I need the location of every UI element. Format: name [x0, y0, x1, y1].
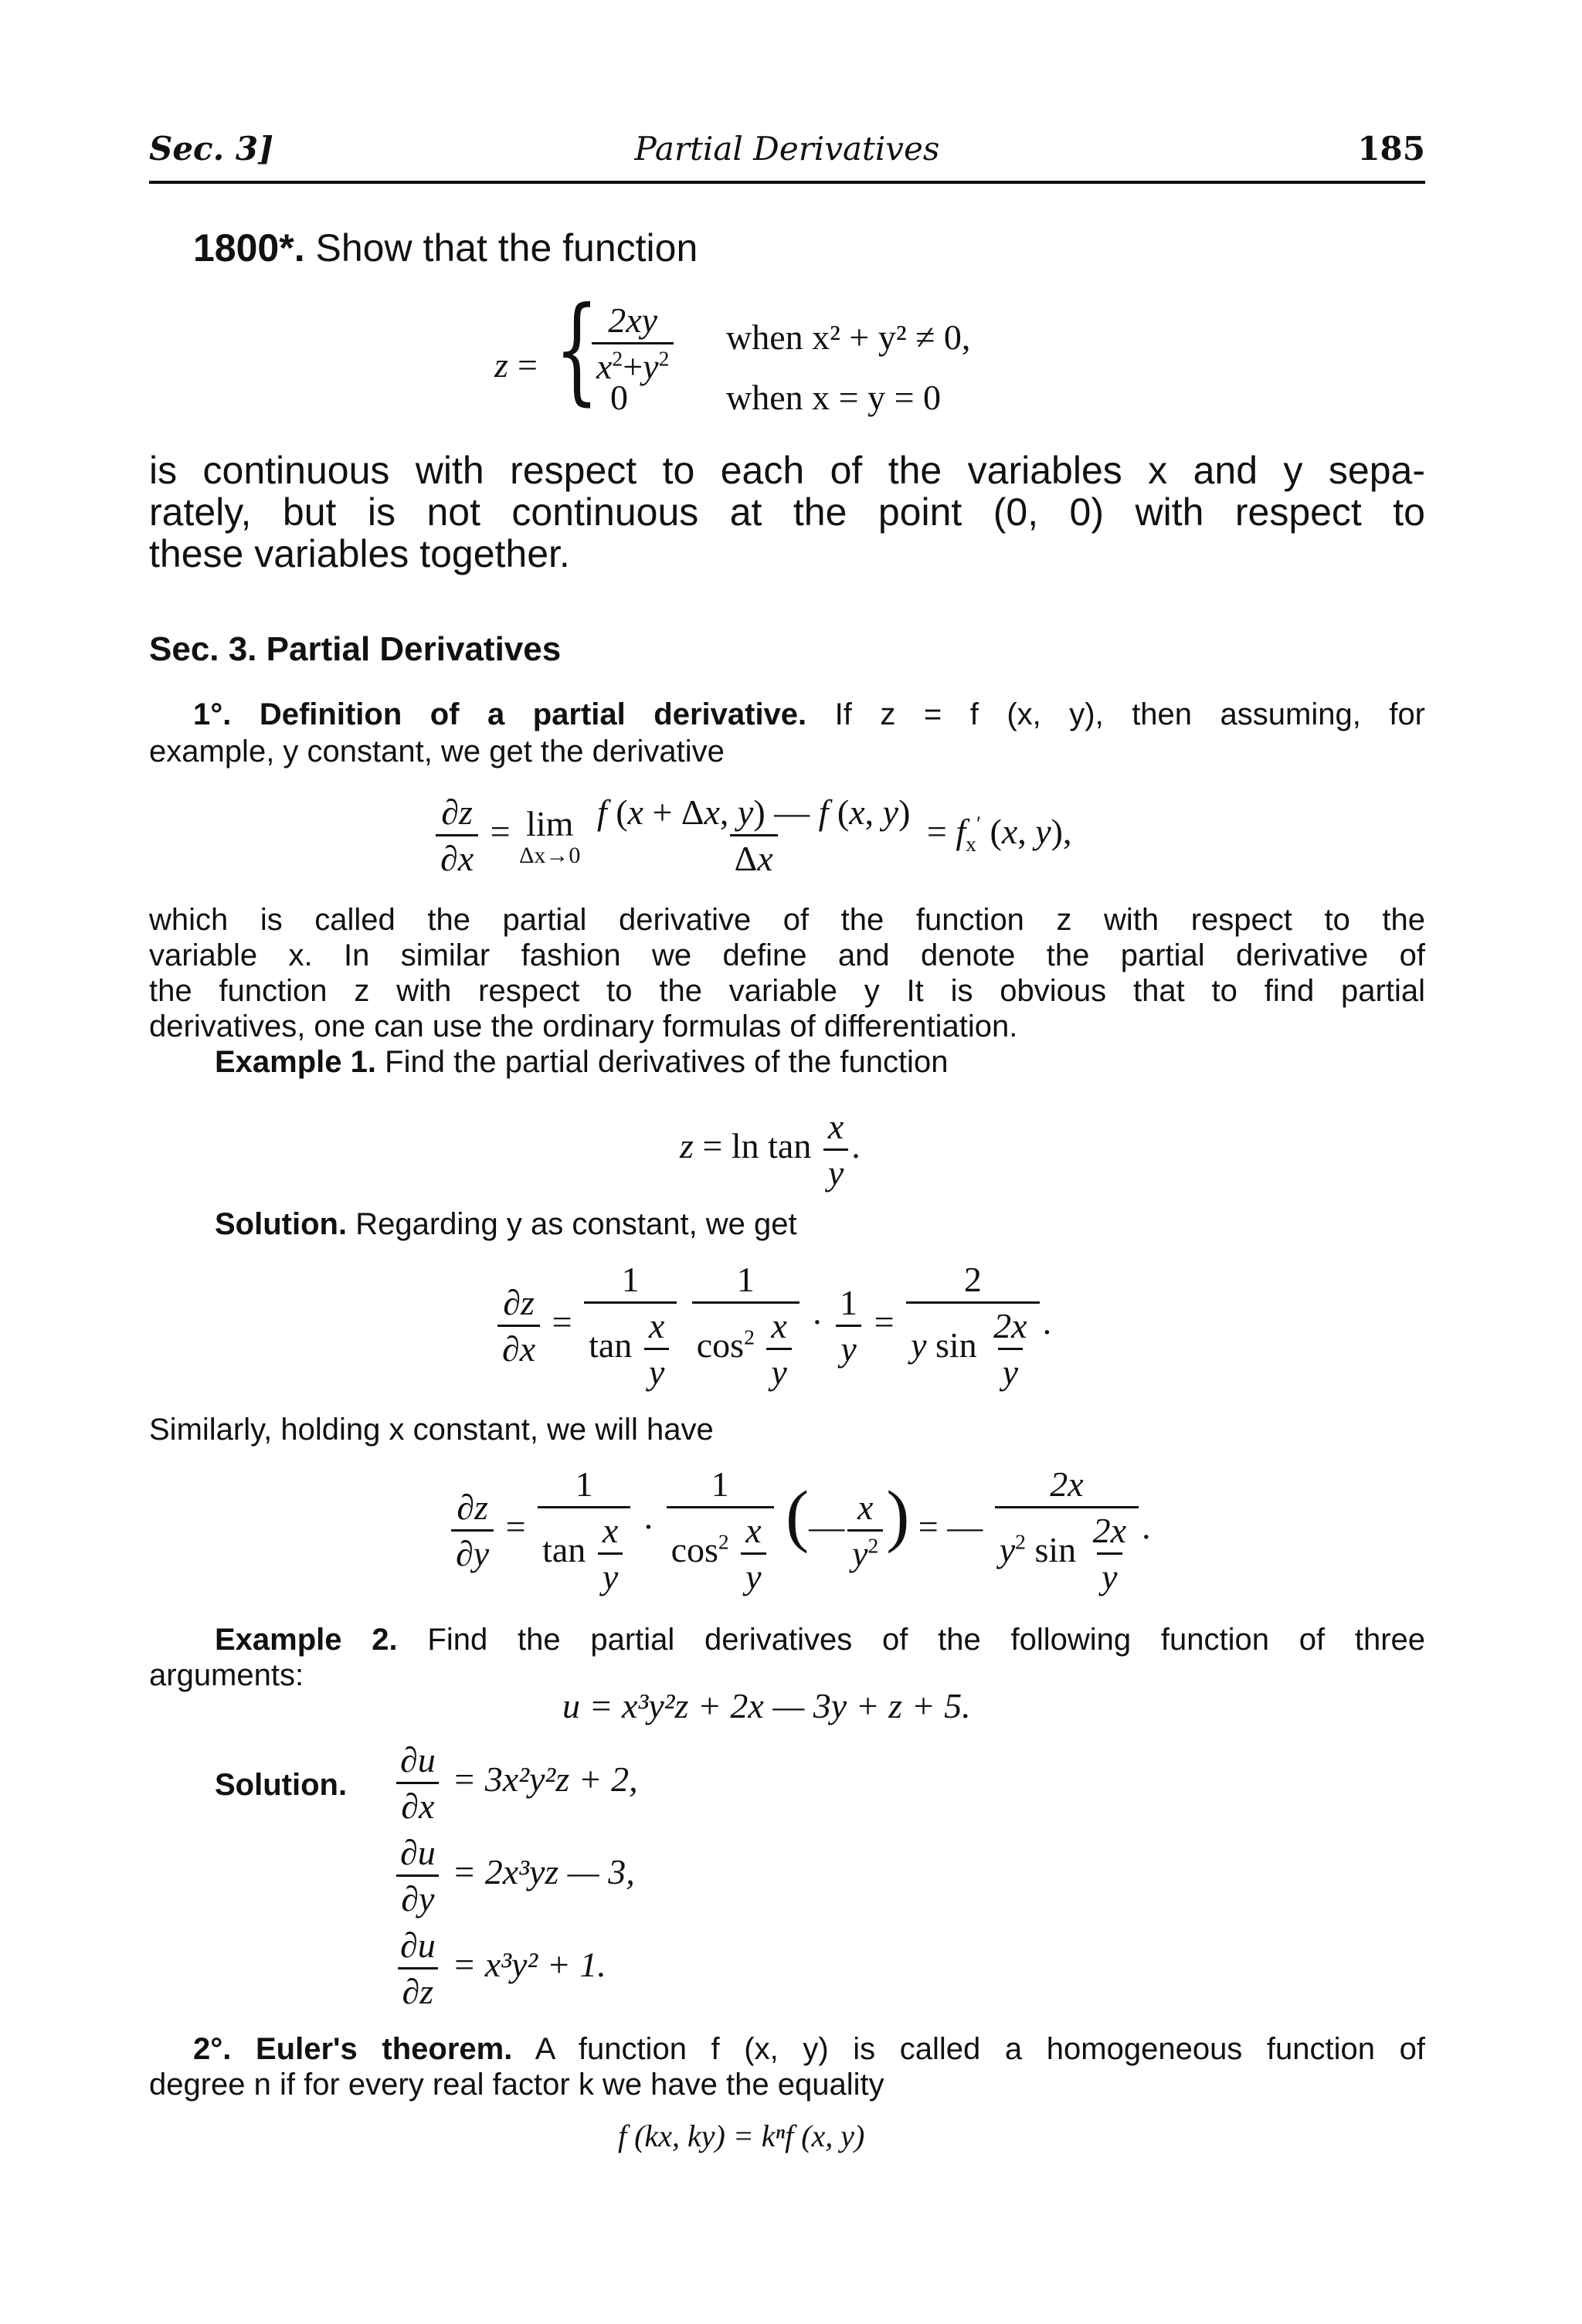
- example1-similarly: Similarly, holding x constant, we will have: [149, 1413, 714, 1447]
- definition-line-2: example, y constant, we get the derivative: [149, 735, 725, 768]
- problem-intro: [193, 226, 698, 270]
- du-dz-rhs: = x³y² + 1.: [452, 1945, 606, 1985]
- example1-solution-text: Regarding y as constant, we get: [355, 1207, 797, 1241]
- book-page: Sec. 3] Partial Derivatives 185 1800*. Show that the function z = { $\frac{2xy}{x^2+y^2}$ when x² + y² ≠ 0, 0 when x = y = 0 is continuous with respect to each of the variables x and y sepa- rately, but is not continuous at the point (0, 0) with respect to these variables together. Sec. 3. Partial Derivatives 1°. Definition of a partial derivative. If z = f (x, y), then assuming, for example, y constant, we get the derivative $\frac{\partial z}{\partial x}$ = lim Δx→0 $\frac{f (x + \Delta x, y) — f (x, y)}{\Delta x}$ = $f_x'$ (x, y), which is called the partial derivative of the function z with respect to the variable x. In similar fashion we define and denote the partial derivative of the function z with respect to the variable y It is obvious that to find partial derivatives, one can use the ordinary formulas of differentiation. Example 1. Find the partial derivatives of the function z = ln tan $\frac{x}{y}$ . Solution. Regarding y as constant, we get $\frac{\partial z}{\partial x}$ = 1 tan $\frac{x}{y}$ 1 $\cos^2$ $\frac{x}{y}$ · $\frac{1}{y}$ = 2 y sin $\frac{2x}{y}$ . Similarly, holding x constant, we will have $\frac{\partial z}{\partial y}$ = 1 tan $\frac{x}{y}$ · 1 $\cos^2$ $\frac{x}{y}$ (— $\frac{x}{y^2}$ ) = — 2x $y^2$ sin $\frac{2x}{y}$ . Example 2. Find the partial derivatives of the following function of three arguments: u = x³y²z + 2x — 3y + z + 5. Solution. $\frac{\partial u}{\partial x}$ = 3x²y²z + 2, $\frac{\partial u}{\partial y}$ = 2x³yz — 3, $\frac{\partial u}{\partial z}$ = x³y² + 1. 2°. Euler's theorem. A function f (x, y) is called a homogeneous function of degree n if for every real factor k we have the equality f (kx, ky) = kⁿf (x, y): [149, 130, 1426, 2153]
- running-title: Partial Derivatives: [634, 130, 940, 168]
- example2-line: [215, 1622, 1425, 1657]
- example1-label: Example 1.: [215, 1045, 377, 1079]
- example2-text-2: arguments:: [149, 1658, 304, 1692]
- definition-paragraph-line-4: derivatives, one can use the ordinary formulas of differentiation.: [149, 1009, 1018, 1043]
- definition-line-1-rest: If z = f (x, y), then assuming, for: [834, 697, 1426, 731]
- euler-head: 2°. Euler's theorem.: [193, 2032, 513, 2066]
- piece2-value: 0: [610, 378, 628, 417]
- definition-paragraph-line-1: which is called the partial derivative of the function z with respect to the: [149, 903, 1425, 937]
- example2-solution-label: Solution.: [215, 1768, 348, 1802]
- section-ref: Sec. 3]: [149, 130, 273, 168]
- dz-dy-formula: $\frac{\partial z}{\partial y}$ = 1 tan $\frac{x}{y}$ · 1 $\cos^2$ $\frac{x}{y}$ (— $\frac{x}{y^2}$ ) = — 2x $y^2$ sin $\frac{2x}{y}$ .: [448, 1464, 1151, 1597]
- example1-text: Find the partial derivatives of the function: [385, 1045, 949, 1079]
- example2-text: Find the partial derivatives of the following function of three: [427, 1623, 1425, 1657]
- example1-solution-label: Solution.: [215, 1207, 348, 1241]
- example2-function: u = x³y²z + 2x — 3y + z + 5.: [562, 1686, 971, 1725]
- definition-head: 1°. Definition of a partial derivative.: [193, 697, 807, 731]
- problem-number: 1800*.: [193, 226, 305, 270]
- euler-equality: f (kx, ky) = kⁿf (x, y): [618, 2119, 865, 2153]
- dz-dx-formula: $\frac{\partial z}{\partial x}$ = 1 tan $\frac{x}{y}$ 1 $\cos^2$ $\frac{x}{y}$ · $\frac{1}{y}$ = 2 y sin $\frac{2x}{y}$ .: [494, 1259, 1051, 1393]
- page-number: 185: [1357, 130, 1425, 168]
- problem-line-3: these variables together.: [149, 532, 570, 575]
- du-dy-rhs: = 2x³yz — 3,: [452, 1852, 635, 1892]
- problem-intro-text: Show that the function: [315, 226, 698, 270]
- du-dy-formula: $\frac{\partial u}{\partial y}$ = 2x³yz — 3,: [392, 1832, 635, 1919]
- running-header: [149, 130, 1425, 184]
- problem-line-1: is continuous with respect to each of the variables x and y sepa-: [149, 449, 1425, 492]
- du-dx-formula: $\frac{\partial u}{\partial x}$ = 3x²y²z + 2,: [392, 1739, 638, 1827]
- example1-solution-line: [215, 1206, 797, 1242]
- euler-line-2: degree n if for every real factor k we have the equality: [149, 2068, 884, 2102]
- section-heading: Sec. 3. Partial Derivatives: [149, 630, 562, 668]
- du-dx-rhs: = 3x²y²z + 2,: [452, 1759, 638, 1800]
- example2-label: Example 2.: [215, 1623, 398, 1657]
- piece2-condition: when x = y = 0: [726, 378, 942, 417]
- definition-line-1: [193, 697, 1425, 732]
- piece1-condition: when x² + y² ≠ 0,: [726, 317, 971, 357]
- du-dz-formula: $\frac{\partial u}{\partial z}$ = x³y² + 1.: [392, 1925, 606, 2012]
- example1-line: [215, 1044, 948, 1080]
- derivative-definition-formula: $\frac{\partial z}{\partial x}$ = lim Δx→0 $\frac{f (x + \Delta x, y) — f (x, y)}{\Delta x}$ = $f_x'$ (x, y),: [433, 792, 1072, 879]
- example1-function: z = ln tan $\frac{x}{y}$ .: [680, 1107, 861, 1193]
- euler-line-1-rest: A function f (x, y) is called a homogeneous function of: [535, 2032, 1426, 2066]
- euler-line-1: [193, 2031, 1425, 2067]
- definition-paragraph-line-2: variable x. In similar fashion we define and denote the partial derivative of: [149, 938, 1425, 972]
- problem-line-2: rately, but is not continuous at the point (0, 0) with respect to: [149, 490, 1425, 534]
- definition-paragraph-line-3: the function z with respect to the variable y It is obvious that to find partial: [149, 974, 1425, 1008]
